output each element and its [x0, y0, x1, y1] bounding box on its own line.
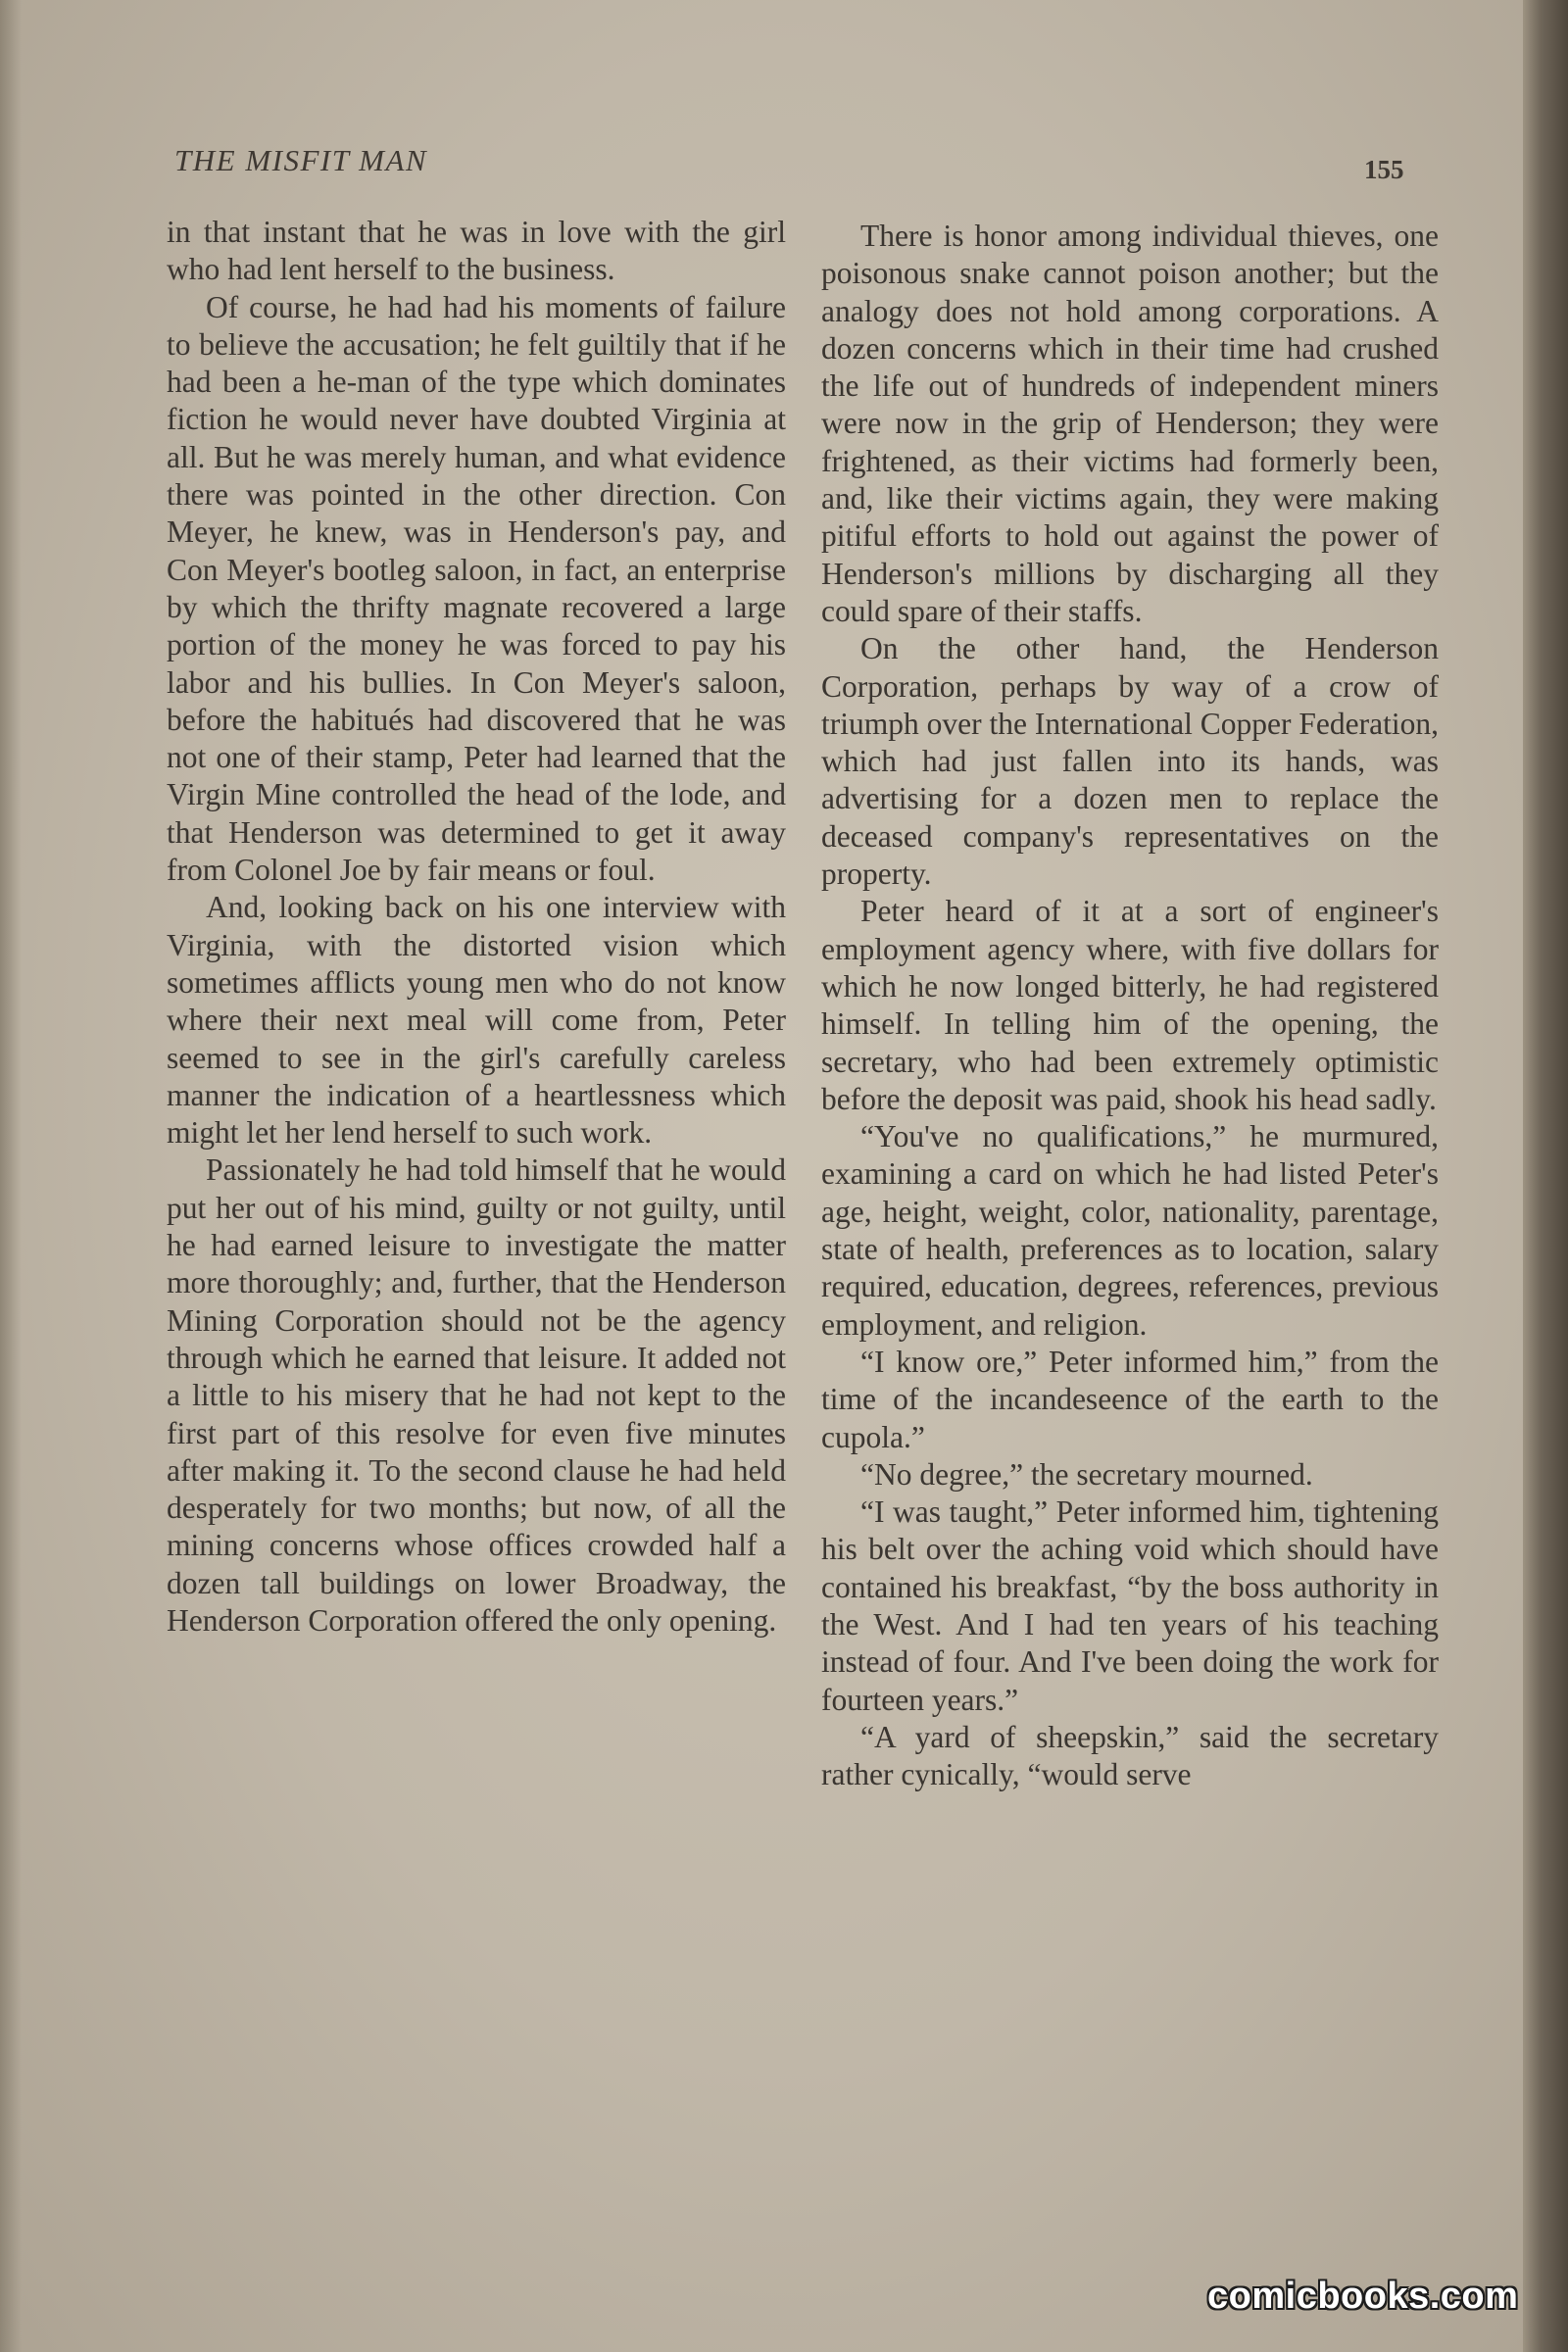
site-watermark: comicbooks.com — [1207, 2276, 1519, 2317]
paragraph: Passionately he had told himself that he would put her out of his mind, guilty or not guilty, until he had earned leisure to investigate the matter more thoroughly; and, further, that the Henderson Mining Corporation should not be the agency through which he earned that leisure. It added not a little to his misery that he had not kept to the first part of this resolve for even five minutes after making it. To the second clause he had held desperately for two months; but now, of all the mining concerns whose offices crowded half a dozen tall buildings on lower Broadway, the Henderson Corporation offered the only opening. — [167, 1152, 786, 1638]
paragraph: “I was taught,” Peter informed him, tightening his belt over the aching void which should have contained his breakfast, “by the boss authority in the West. And I had ten years of his teaching instead of four. And I've been doing the work for fourteen years.” — [821, 1494, 1439, 1717]
running-head: THE MISFIT MAN — [174, 143, 428, 177]
paragraph: in that instant that he was in love with the girl who had lent herself to the business. — [167, 215, 786, 287]
paragraph: On the other hand, the Henderson Corporation, perhaps by way of a crow of triumph over the International Copper Federation, which had just fallen into its hands, was advertising for a dozen men to replace the deceased company's representatives on the property. — [821, 631, 1439, 892]
paragraph: “No degree,” the secretary mourned. — [860, 1456, 1313, 1492]
page-number: 155 — [1364, 155, 1404, 184]
book-spine-edge — [1523, 0, 1568, 2352]
left-text-column — [167, 214, 786, 1640]
paragraph: And, looking back on his one interview with Virginia, with the distorted vision which sometimes afflicts young men who do not know where their next meal will come from, Peter seemed to see in the girl's carefully careless manner the indication of a heartlessness which might let her lend herself to such work. — [167, 890, 786, 1151]
right-text-column — [821, 218, 1439, 1793]
paragraph: “A yard of sheepskin,” said the secretary rather cynically, “would serve — [821, 1719, 1439, 1792]
paragraph: There is honor among individual thieves, one poisonous snake cannot poison another; but the analogy does not hold among corporations. A dozen concerns which in their time had crushed the life out of hundreds of independent miners were now in the grip of Henderson; they were frightened, as their victims had formerly been, and, like their victims again, they were making pitiful efforts to hold out against the power of Henderson's millions by discharging all they could spare of their staffs. — [821, 219, 1439, 628]
paragraph: “I know ore,” Peter informed him,” from the time of the incandeseence of the earth to the cupola.” — [821, 1344, 1439, 1454]
paragraph: Peter heard of it at a sort of engineer's employment agency where, with five dollars for which he now longed bitterly, he had registered himself. In telling him of the opening, the secretary, who had been extremely optimistic before the deposit was paid, shook his head sadly. — [821, 894, 1439, 1116]
paragraph: “You've no qualifications,” he murmured, examining a card on which he had listed Peter's age, height, weight, color, nationality, parentage, state of health, preferences as to location, salary required, education, degrees, references, previous employment, and religion. — [821, 1119, 1439, 1342]
paragraph: Of course, he had had his moments of failure to believe the accusation; he felt guiltily that if he had been a he-man of the type which dominates fiction he would never have doubted Virginia at all. But he was merely human, and what evidence there was pointed in the other direction. Con Meyer, he knew, was in Henderson's pay, and Con Meyer's bootleg saloon, in fact, an enterprise by which the thrifty magnate recovered a large portion of the money he was forced to pay his labor and his bullies. In Con Meyer's saloon, before the habitués had discovered that he was not one of their stamp, Peter had learned that the Virgin Mine controlled the head of the lode, and that Henderson was determined to get it away from Colonel Joe by fair means or foul. — [167, 289, 786, 888]
page-left-edge-shadow — [0, 0, 22, 2352]
